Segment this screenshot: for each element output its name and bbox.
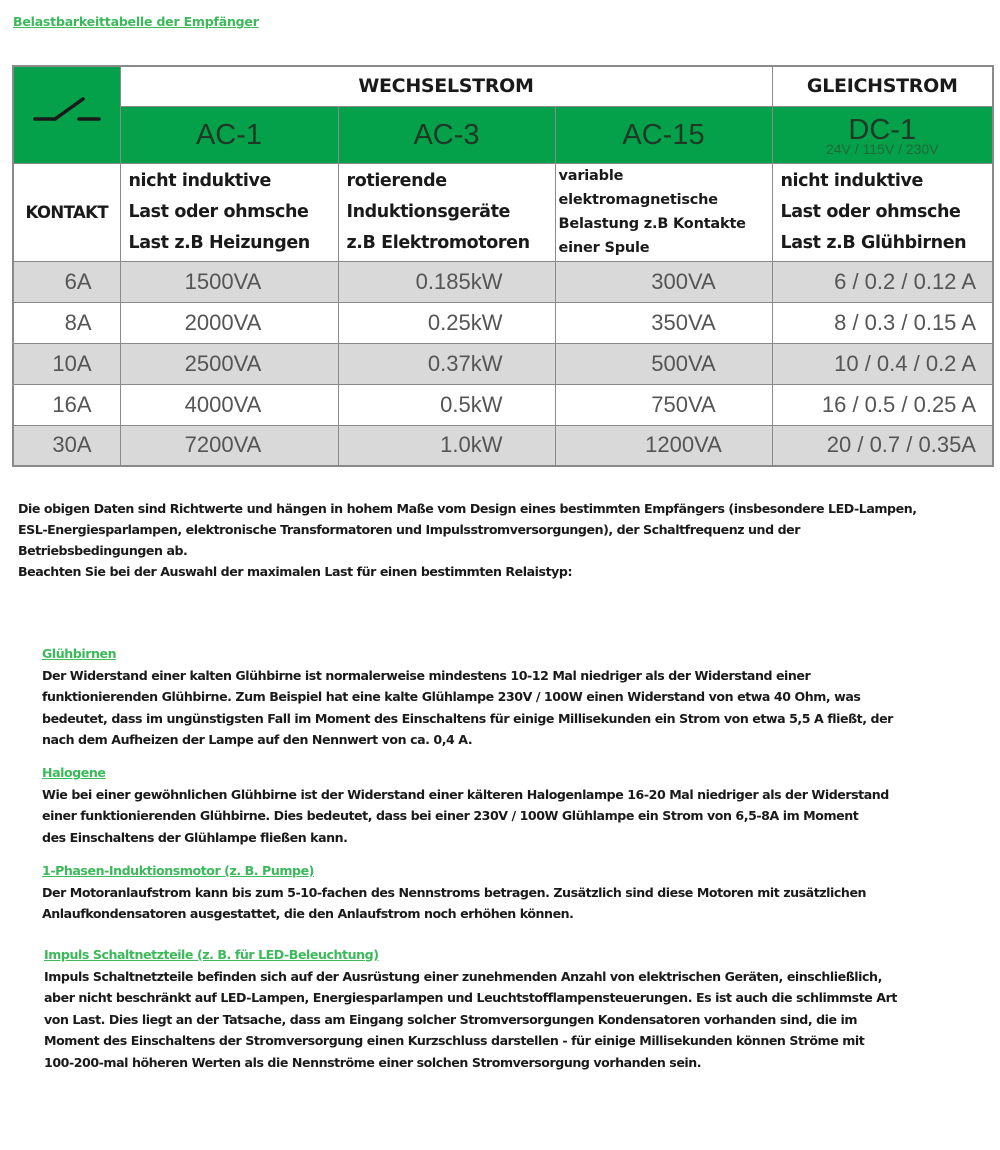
cell-ac1: 4000VA xyxy=(120,384,338,425)
section-line: funktionierenden Glühbirne. Zum Beispiel hat eine kalte Glühlampe 230V / 100W einen Widerstand von etwa 40 Ohm, was xyxy=(42,689,861,704)
cell-ac1: 2500VA xyxy=(120,343,338,384)
section-heading-link[interactable]: 1-Phasen-Induktionsmotor (z. B. Pumpe) xyxy=(42,863,314,878)
section-line: von Last. Dies liegt an der Tatsache, dass am Eingang solcher Stromversorgungen Kondensatoren vorhanden sind, die im xyxy=(44,1011,858,1027)
group-header-row xyxy=(13,66,993,106)
section-schaltnetzteile xyxy=(44,944,994,1073)
cell-ac3: 0.37kW xyxy=(338,343,555,384)
cell-dc1: 8 / 0.3 / 0.15 A xyxy=(772,302,993,343)
kontakt-header: KONTAKT xyxy=(13,163,120,261)
section-line: Wie bei einer gewöhnlichen Glühbirne ist der Widerstand einer kälteren Halogenlampe 16-20 Mal niedriger als der Widerstand xyxy=(42,786,889,802)
category-label: AC-3 xyxy=(413,118,480,151)
table-row xyxy=(13,343,993,384)
section-induktionsmotor xyxy=(42,860,992,925)
section-heading-link[interactable]: Halogene xyxy=(42,765,106,780)
switch-contact-icon xyxy=(27,93,107,133)
cell-contact: 16A xyxy=(13,384,120,425)
category-label: AC-15 xyxy=(622,118,705,151)
category-ac1 xyxy=(120,106,338,163)
section-line: Der Widerstand einer kalten Glühbirne ist normalerweise mindestens 10-12 Mal niedriger als der Widerstand einer xyxy=(42,667,811,683)
cell-contact: 8A xyxy=(13,302,120,343)
description-line: elektromagnetische xyxy=(558,192,718,208)
table-row xyxy=(13,261,993,302)
section-line: 100-200-mal höheren Werten als die Nennströme einer solchen Stromversorgung vorhanden sein. xyxy=(44,1054,702,1070)
description-ac1 xyxy=(120,163,338,261)
cell-ac3: 0.25kW xyxy=(338,302,555,343)
section-halogene xyxy=(42,762,992,848)
description-line: Last oder ohmsche xyxy=(780,201,961,222)
description-line: einer Spule xyxy=(558,240,650,256)
description-line: Belastung z.B Kontakte xyxy=(558,216,746,232)
intro-line: Die obigen Daten sind Richtwerte und hängen in hohem Maße vom Design eines bestimmten Empfängers (insbesondere LED-Lampen, xyxy=(18,501,917,516)
section-line: aber nicht beschränkt auf LED-Lampen, Energiesparlampen und Leuchtstofflampensteuerungen. Es ist auch die schlimmste Art xyxy=(44,990,897,1005)
cell-ac15: 1200VA xyxy=(555,425,772,466)
section-line: Anlaufkondensatoren ausgestattet, die den Anlaufstrom noch erhöhen können. xyxy=(42,906,574,921)
load-capacity-table xyxy=(12,65,994,467)
cell-ac3: 1.0kW xyxy=(338,425,555,466)
cell-ac1: 1500VA xyxy=(120,261,338,302)
section-line: Moment des Einschaltens der Stromversorgung einen Kurzschluss darstellen - für einige Millisekunden können Ströme mit xyxy=(44,1033,865,1048)
category-ac3 xyxy=(338,106,555,163)
cell-dc1: 20 / 0.7 / 0.35A xyxy=(772,425,993,466)
cell-ac3: 0.5kW xyxy=(338,384,555,425)
category-label: AC-1 xyxy=(195,118,263,151)
document-title[interactable]: Belastbarkeittabelle der Empfänger xyxy=(13,14,259,29)
section-heading-link[interactable]: Impuls Schaltnetzteile (z. B. für LED-Beleuchtung) xyxy=(44,947,379,962)
section-line: Impuls Schaltnetzteile befinden sich auf der Ausrüstung einer zunehmenden Anzahl von elektrischen Geräten, einschließlich, xyxy=(44,968,882,984)
table-row xyxy=(13,302,993,343)
cell-ac1: 2000VA xyxy=(120,302,338,343)
category-ac15 xyxy=(555,106,772,163)
category-label: DC-1 xyxy=(848,113,917,146)
table-row xyxy=(13,384,993,425)
cell-dc1: 16 / 0.5 / 0.25 A xyxy=(772,384,993,425)
cell-ac3: 0.185kW xyxy=(338,261,555,302)
description-line: z.B Elektromotoren xyxy=(346,232,530,253)
description-line: Last z.B Heizungen xyxy=(128,232,310,253)
cell-ac15: 750VA xyxy=(555,384,772,425)
cell-contact: 30A xyxy=(13,425,120,466)
category-dc1 xyxy=(772,106,993,163)
description-ac15 xyxy=(555,163,772,261)
section-line: einer funktionierenden Glühbirne. Dies bedeutet, dass bei einer 230V / 100W Glühlampe ein Strom von 6,5-8A im Moment xyxy=(42,808,859,823)
description-line: rotierende xyxy=(346,170,447,191)
section-line: bedeutet, dass im ungünstigsten Fall im Moment des Einschaltens für einige Millisekunden ein Strom von etwa 5,5 A fließt, der xyxy=(42,710,893,726)
cell-ac1: 7200VA xyxy=(120,425,338,466)
group-header-ac: WECHSELSTROM xyxy=(120,66,772,106)
cell-dc1: 10 / 0.4 / 0.2 A xyxy=(772,343,993,384)
intro-line: Betriebsbedingungen ab. xyxy=(18,543,188,558)
description-line: nicht induktive xyxy=(780,170,923,191)
description-line: Induktionsgeräte xyxy=(346,201,511,222)
description-ac3 xyxy=(338,163,555,261)
section-line: nach dem Aufheizen der Lampe auf den Nennwert von ca. 0,4 A. xyxy=(42,732,473,747)
description-row xyxy=(13,163,993,261)
section-heading-link[interactable]: Glühbirnen xyxy=(42,646,117,661)
description-line: variable xyxy=(558,168,624,184)
section-line: des Einschaltens der Glühlampe fließen kann. xyxy=(42,829,348,845)
switch-symbol-cell xyxy=(13,66,120,163)
section-gluehbirnen xyxy=(42,643,992,751)
cell-ac15: 500VA xyxy=(555,343,772,384)
intro-line: Beachten Sie bei der Auswahl der maximalen Last für einen bestimmten Relaistyp: xyxy=(18,564,573,579)
cell-contact: 6A xyxy=(13,261,120,302)
intro-line: ESL-Energiesparlampen, elektronische Transformatoren und Impulsstromversorgungen), der Schaltfrequenz und der xyxy=(18,522,800,537)
description-line: Last z.B Glühbirnen xyxy=(780,232,967,253)
cell-contact: 10A xyxy=(13,343,120,384)
description-line: Last oder ohmsche xyxy=(128,201,309,222)
cell-ac15: 300VA xyxy=(555,261,772,302)
description-line: nicht induktive xyxy=(128,170,271,191)
cell-dc1: 6 / 0.2 / 0.12 A xyxy=(772,261,993,302)
category-voltage-sub: 24V / 115V / 230V xyxy=(825,140,939,157)
intro-note xyxy=(18,498,993,582)
description-dc1 xyxy=(772,163,993,261)
category-row xyxy=(13,106,993,163)
group-header-dc: GLEICHSTROM xyxy=(772,66,993,106)
section-line: Der Motoranlaufstrom kann bis zum 5-10-fachen des Nennstroms betragen. Zusätzlich sind diese Motoren mit zusätzlichen xyxy=(42,884,867,900)
table-row xyxy=(13,425,993,466)
cell-ac15: 350VA xyxy=(555,302,772,343)
